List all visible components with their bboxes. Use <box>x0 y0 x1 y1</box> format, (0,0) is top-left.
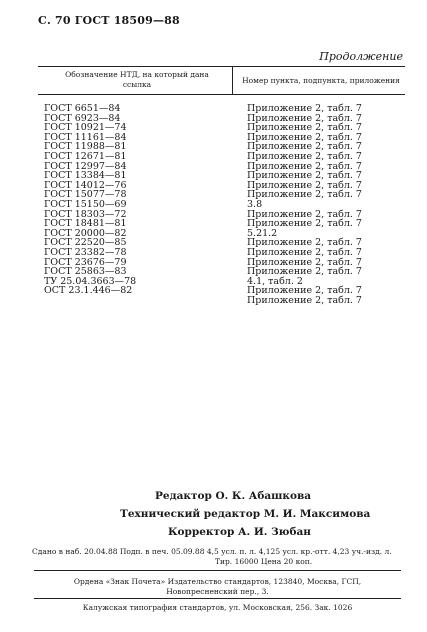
table-cell: ГОСТ 20000—82 <box>44 227 127 239</box>
table-cell: ГОСТ 18303—72 <box>44 208 127 220</box>
table-cell: ГОСТ 14012—76 <box>44 179 127 191</box>
col1-header-line: Обозначение НТД, на который дана <box>65 70 209 79</box>
imprint-printer: Калужская типография стандартов, ул. Московская, 256. Зак. 1026 <box>82 603 353 612</box>
table-cell: ГОСТ 11988—81 <box>44 141 127 153</box>
table-cell: ГОСТ 6651—84 <box>44 103 121 114</box>
table-cell: Приложение 2, табл. 7 <box>247 122 362 134</box>
table-cell: ГОСТ 23676—79 <box>44 256 127 268</box>
table-cell: Приложение 2, табл. 7 <box>247 170 362 182</box>
table-cell: ГОСТ 12671—81 <box>44 150 127 162</box>
table-cell: ГОСТ 18481—81 <box>44 218 127 230</box>
imprint-print-data: Сдано в наб. 20.04.88 Подп. в печ. 05.09.88 4,5 усл. п. л. 4,125 усл. кр.-отт. 4,23 уч.-изд. л. <box>32 547 392 556</box>
table-cell: Приложение 2, табл. 7 <box>247 160 362 172</box>
imprint-rule <box>34 598 401 599</box>
table-cell: ГОСТ 11161—84 <box>44 131 127 143</box>
table-cell: Приложение 2, табл. 7 <box>247 266 362 278</box>
designation-column <box>44 104 224 296</box>
imprint-rule <box>34 570 401 571</box>
table-cell: ГОСТ 23382—78 <box>44 246 127 258</box>
table-cell: ГОСТ 25863—83 <box>44 266 127 278</box>
table-cell: Приложение 2, табл. 7 <box>247 131 362 143</box>
table-cell: ГОСТ 10921—74 <box>44 122 127 134</box>
imprint-circulation: Тир. 16000 Цена 20 коп. <box>215 557 313 566</box>
page-header: С. 70 ГОСТ 18509—88 <box>38 14 180 27</box>
table-cell: ГОСТ 6923—84 <box>44 112 121 124</box>
imprint-publisher: Ордена «Знак Почета» Издательство стандартов, 123840, Москва, ГСП, <box>73 577 362 586</box>
table-cell: Приложение 2, табл. 7 <box>247 294 362 306</box>
table-cell: Приложение 2, табл. 7 <box>247 218 362 230</box>
tech-editor-credit: Технический редактор М. И. Максимова <box>120 508 371 520</box>
corrector-credit: Корректор А. И. Зюбан <box>168 526 311 538</box>
table-cell: ГОСТ 22520—85 <box>44 237 127 249</box>
editor-credit: Редактор О. К. Абашкова <box>155 490 312 502</box>
table-cell: ОСТ 23.1.446—82 <box>44 285 133 297</box>
table-column-divider <box>232 66 233 94</box>
table-cell: 4.1, табл. 2 <box>247 275 303 287</box>
table-cell: Приложение 2, табл. 7 <box>247 256 362 268</box>
table-cell: 5.21.2 <box>247 227 278 239</box>
table-cell: Приложение 2, табл. 7 <box>247 189 362 201</box>
table-cell: Приложение 2, табл. 7 <box>247 179 362 191</box>
table-cell: Приложение 2, табл. 7 <box>247 150 362 162</box>
col2-header: Номер пункта, подпункта, приложения <box>242 76 400 85</box>
table-header-rule <box>38 94 405 95</box>
table-cell: Приложение 2, табл. 7 <box>247 246 362 258</box>
col1-header <box>44 70 230 90</box>
continuation-label: Продолжение <box>319 50 403 63</box>
table-cell: Приложение 2, табл. 7 <box>247 112 362 124</box>
table-cell: Приложение 2, табл. 7 <box>247 208 362 220</box>
table-cell: Приложение 2, табл. 7 <box>247 103 362 114</box>
table-cell: ГОСТ 15150—69 <box>44 198 127 210</box>
table-cell: 3.8 <box>247 198 263 210</box>
imprint-address: Новопресненский пер., 3. <box>166 587 269 596</box>
reference-column <box>247 104 407 305</box>
table-cell: ГОСТ 15077—78 <box>44 189 127 201</box>
table-cell: ГОСТ 12997—84 <box>44 160 127 172</box>
table-cell: Приложение 2, табл. 7 <box>247 141 362 153</box>
table-cell: Приложение 2, табл. 7 <box>247 285 362 297</box>
table-cell: ГОСТ 13384—81 <box>44 170 127 182</box>
col1-header-line: ссылка <box>122 80 152 89</box>
table-cell: ТУ 25.04.3663—78 <box>44 275 137 287</box>
table-top-rule <box>38 66 405 67</box>
table-cell: Приложение 2, табл. 7 <box>247 237 362 249</box>
